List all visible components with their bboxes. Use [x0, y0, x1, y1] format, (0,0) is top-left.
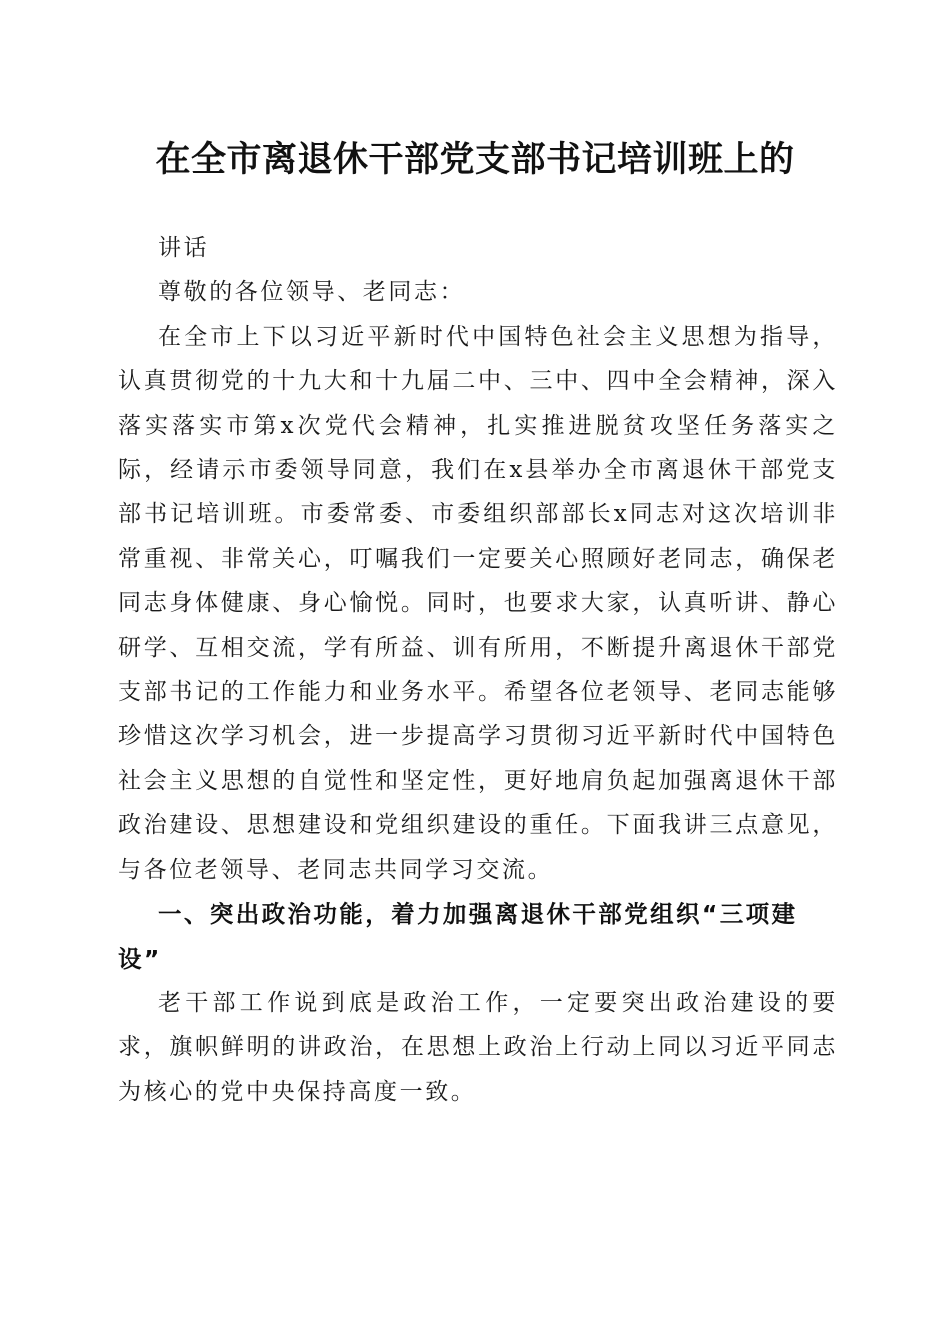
paragraph-salutation: 尊敬的各位领导、老同志： [158, 279, 466, 306]
paragraph-opening: 在全市上下以习近平新时代中国特色社会主义思想为指导，认真贯彻党的十九大和十九届二中、三中、四中全会精神，深入落实落实市第x次党代会精神，扎实推进脱贫攻坚任务落实之际，经请示市委领导同意，我们在x县举办全市离退休干部党支部书记培训班。市委常委、市委组织部部长x同志对这次培训非常重视、非常关心，叮嘱我们一定要关心照顾好老同志，确保老同志身体健康、身心愉悦。同时，也要求大家，认真听讲、静心研学、互相交流，学有所益、训有所用，不断提升离退休干部党支部书记的工作能力和业务水平。希望各位老领导、老同志能够珍惜这次学习机会，进一步提高学习贯彻习近平新时代中国特色社会主义思想的自觉性和坚定性，更好地肩负起加强离退休干部政治建设、思想建设和党组织建设的重任。下面我讲三点意见，与各位老领导、老同志共同学习交流。 [118, 323, 838, 883]
paragraph-section-1: 老干部工作说到底是政治工作，一定要突出政治建设的要求，旗帜鲜明的讲政治，在思想上政治上行动上同以习近平同志为核心的党中央保持高度一致。 [118, 989, 838, 1105]
document-title: 在全市离退休干部党支部书记培训班上的 [155, 139, 795, 180]
paragraph-speech-label: 讲话 [158, 235, 210, 261]
section-heading-1: 一、突出政治功能，着力加强离退休干部党组织“三项建设” [118, 900, 798, 973]
document-body [118, 226, 838, 1114]
